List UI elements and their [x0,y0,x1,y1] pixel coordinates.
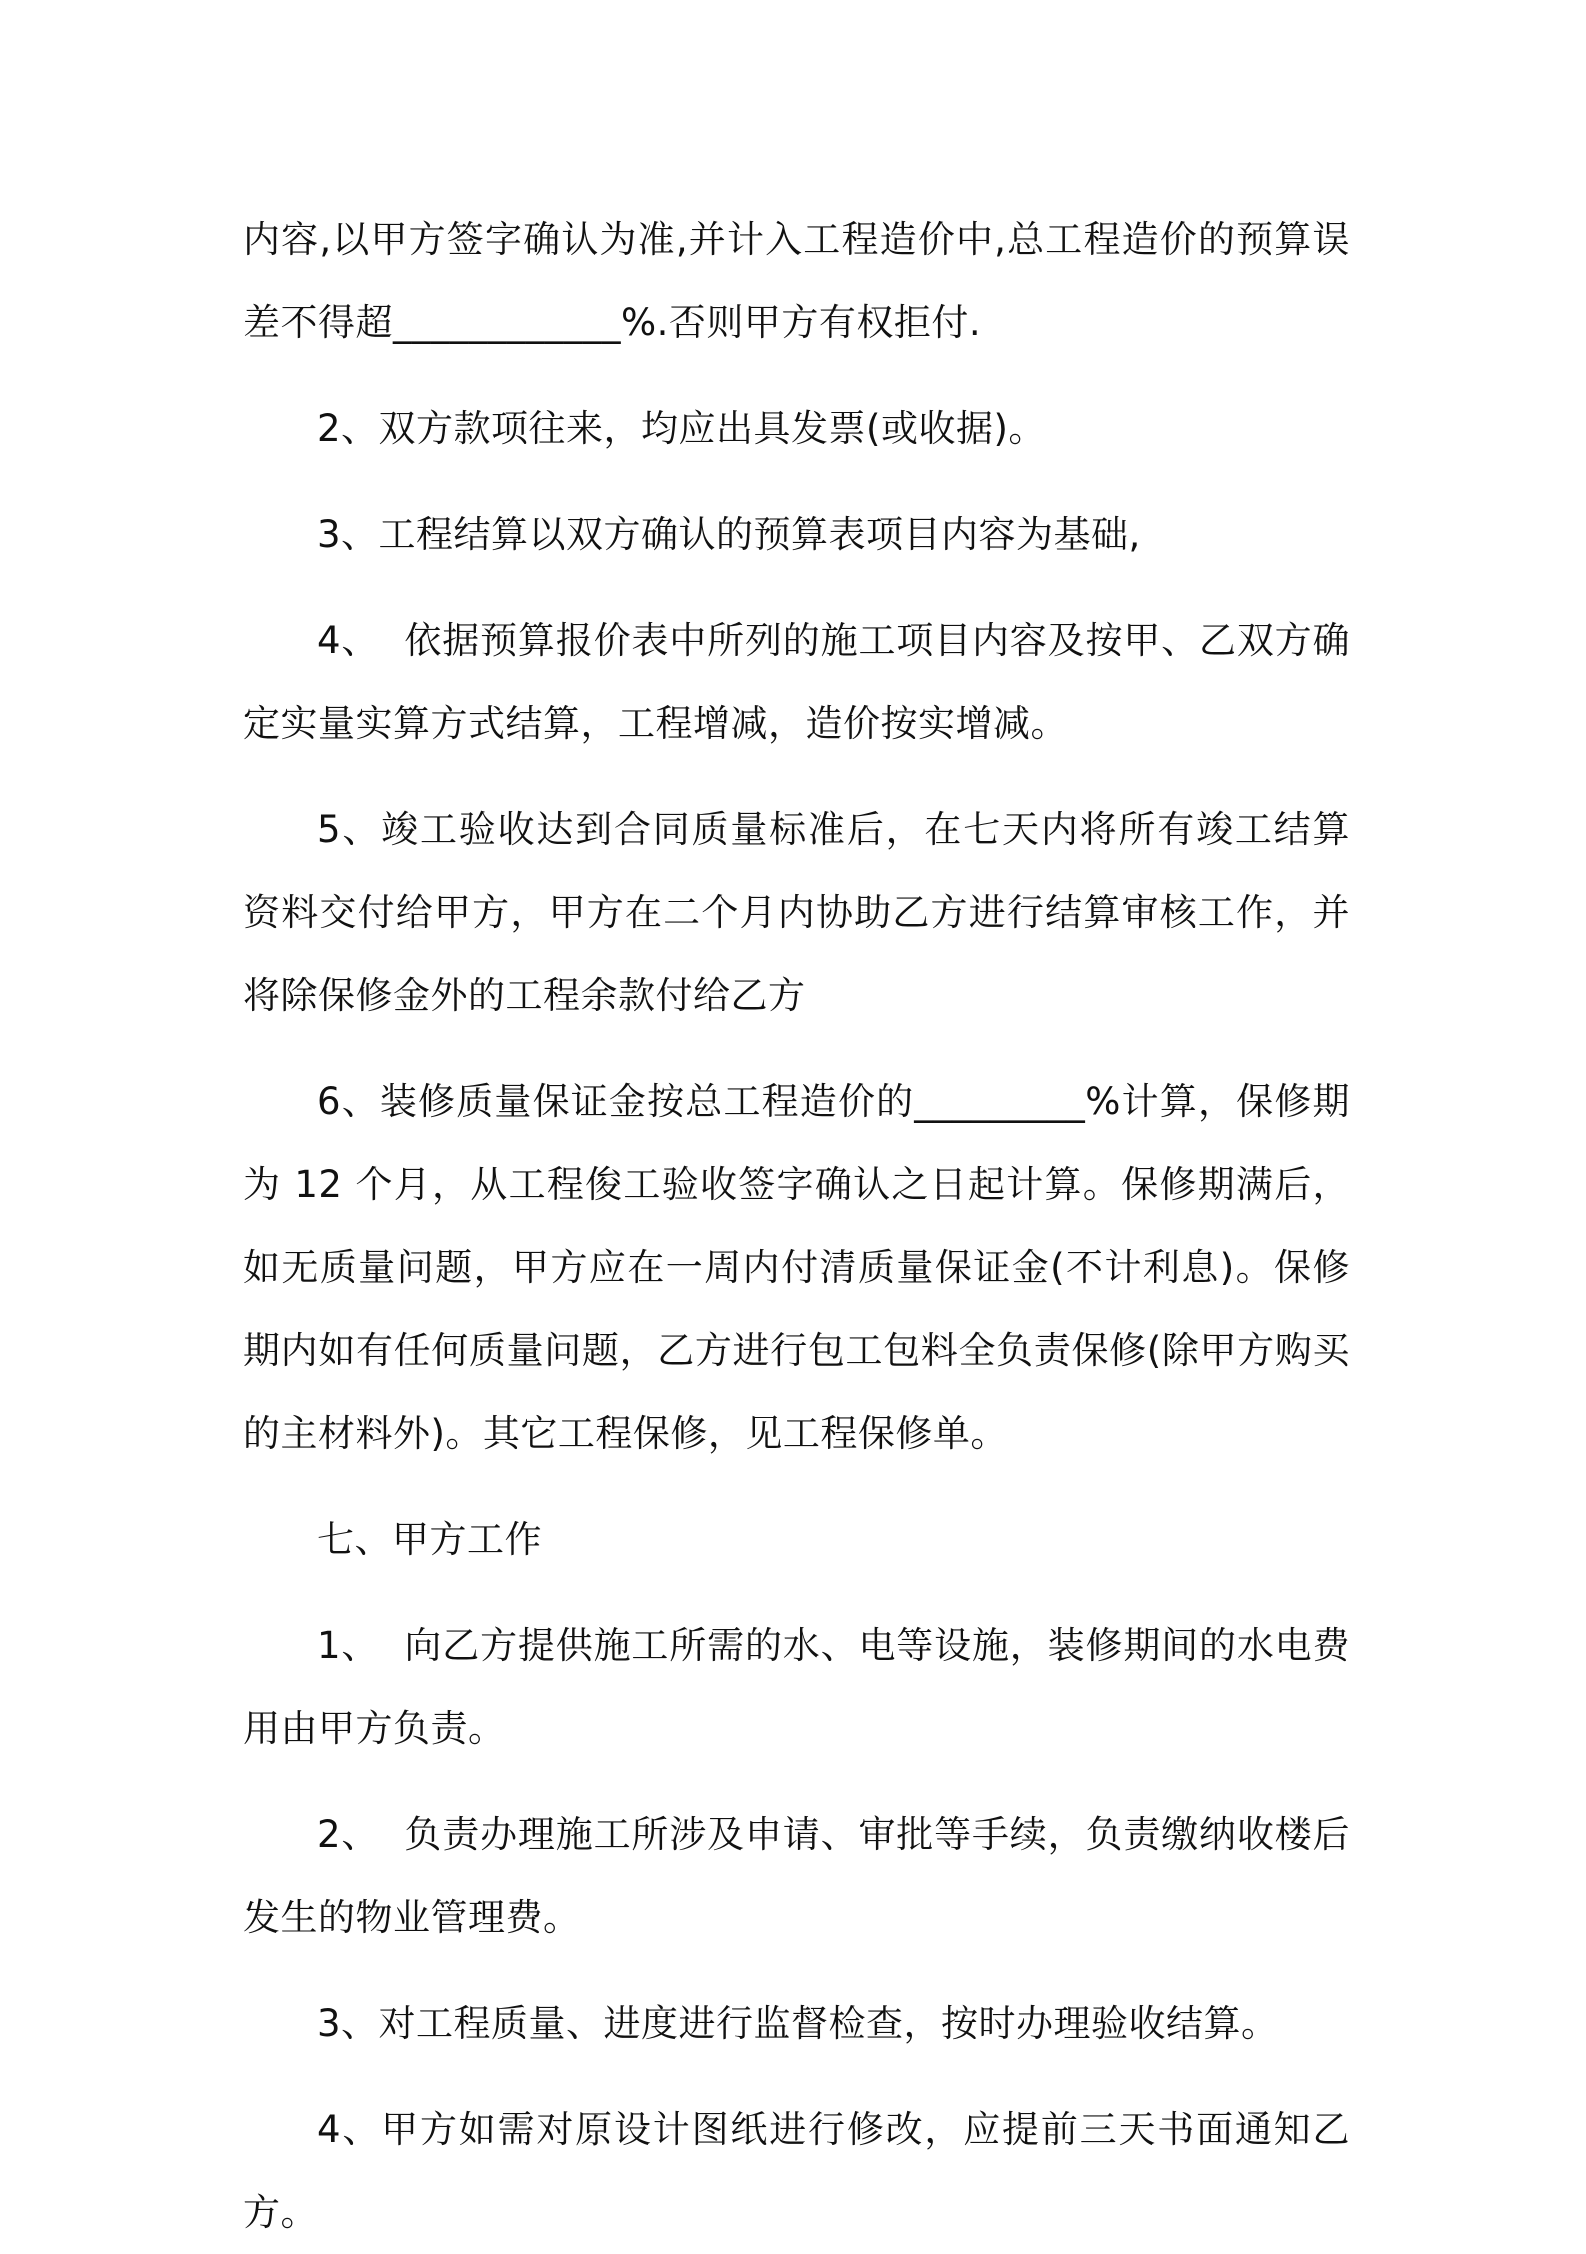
paragraph-duty-1-utilities: 1、 向乙方提供施工所需的水、电等设施，装修期间的水电费用由甲方负责。 [243,1624,1350,1750]
paragraph-duty-2-permits: 2、 负责办理施工所涉及申请、审批等手续，负责缴纳收楼后发生的物业管理费。 [243,1813,1350,1939]
paragraph-item-2-invoices: 2、双方款项往来，均应出具发票(或收据)。 [317,407,1046,450]
paragraph-item-4-settlement-method: 4、 依据预算报价表中所列的施工项目内容及按甲、乙双方确定实量实算方式结算，工程增减，造价按实增减。 [243,619,1350,745]
paragraph-duty-4-design-changes: 4、甲方如需对原设计图纸进行修改，应提前三天书面通知乙方。 [243,2108,1350,2234]
section-heading-party-a-duties: 七、甲方工作 [317,1518,542,1561]
paragraph-item-3-settlement-basis: 3、工程结算以双方确认的预算表项目内容为基础, [317,513,1141,556]
paragraph-duty-3-supervision: 3、对工程质量、进度进行监督检查，按时办理验收结算。 [317,2002,1279,2045]
paragraph-continuation: 内容,以甲方签字确认为准,并计入工程造价中,总工程造价的预算误差不得超____________%.否则甲方有权拒付. [243,218,1350,344]
document-page [243,198,1350,2254]
paragraph-item-5-completion: 5、竣工验收达到合同质量标准后，在七天内将所有竣工结算资料交付给甲方，甲方在二个月内协助乙方进行结算审核工作，并将除保修金外的工程余款付给乙方 [243,808,1350,1017]
paragraph-item-6-warranty: 6、装修质量保证金按总工程造价的_________%计算，保修期为 12 个月，从工程俊工验收签字确认之日起计算。保修期满后，如无质量问题，甲方应在一周内付清质量保证金(不计利息)。保修期内如有任何质量问题，乙方进行包工包料全负责保修(除甲方购买的主材料外)。其它工程保修，见工程保修单。 [243,1080,1350,1455]
